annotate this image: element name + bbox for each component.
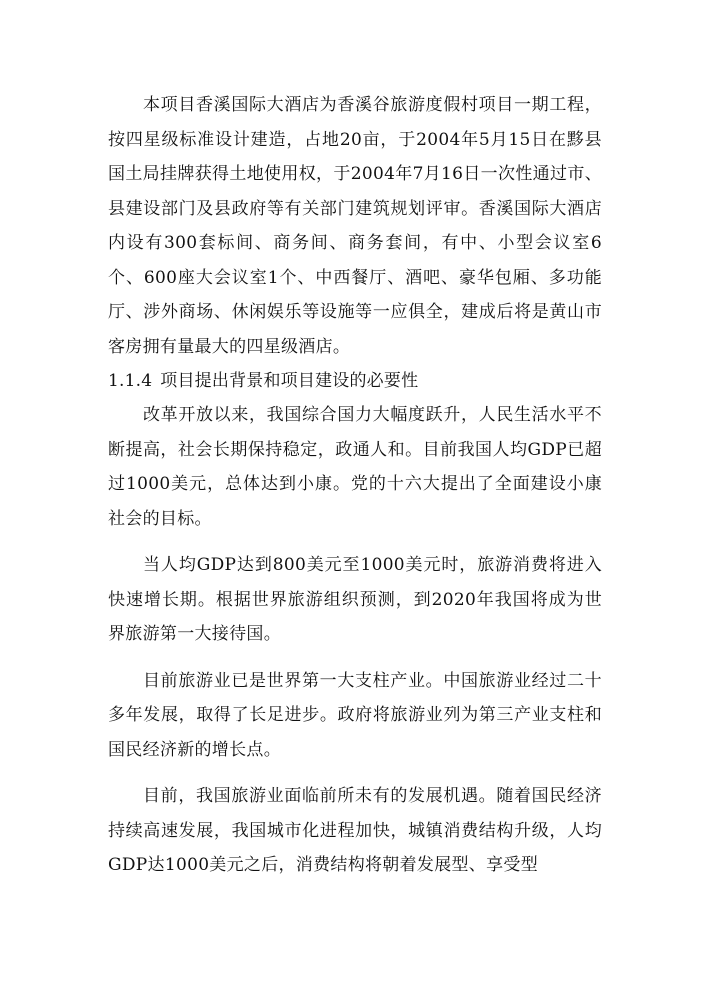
- body-paragraph: 当人均GDP达到800美元至1000美元时，旅游消费将进入快速增长期。根据世界旅游组织预测，到2020年我国将成为世界旅游第一大接待国。: [108, 555, 602, 644]
- section-heading: [108, 364, 602, 398]
- document-page: [108, 88, 602, 895]
- body-paragraph: 目前，我国旅游业面临前所未有的发展机遇。随着国民经济持续高速发展，我国城市化进程加快，城镇消费结构升级，人均GDP达1000美元之后，消费结构将朝着发展型、享受型: [108, 786, 602, 875]
- body-paragraph: 改革开放以来，我国综合国力大幅度跃升，人民生活水平不断提高，社会长期保持稳定，政通人和。目前我国人均GDP已超过1000美元，总体达到小康。党的十六大提出了全面建设小康社会的目标。: [108, 405, 602, 529]
- section-title: 项目提出背景和项目建设的必要性: [160, 371, 419, 391]
- intro-paragraph: 本项目香溪国际大酒店为香溪谷旅游度假村项目一期工程，按四星级标准设计建造，占地20亩，于2004年5月15日在黟县国土局挂牌获得土地使用权，于2004年7月16日一次性通过市、县建设部门及县政府等有关部门建筑规划评审。香溪国际大酒店内设有300套标间、商务间、商务套间，有中、小型会议室6个、600座大会议室1个、中西餐厅、酒吧、豪华包厢、多功能厅、涉外商场、休闲娱乐等设施等一应俱全，建成后将是黄山市客房拥有量最大的四星级酒店。: [108, 95, 602, 357]
- body-paragraph: 目前旅游业已是世界第一大支柱产业。中国旅游业经过二十多年发展，取得了长足进步。政府将旅游业列为第三产业支柱和国民经济新的增长点。: [108, 670, 602, 760]
- section-number: 1.1.4: [108, 371, 153, 391]
